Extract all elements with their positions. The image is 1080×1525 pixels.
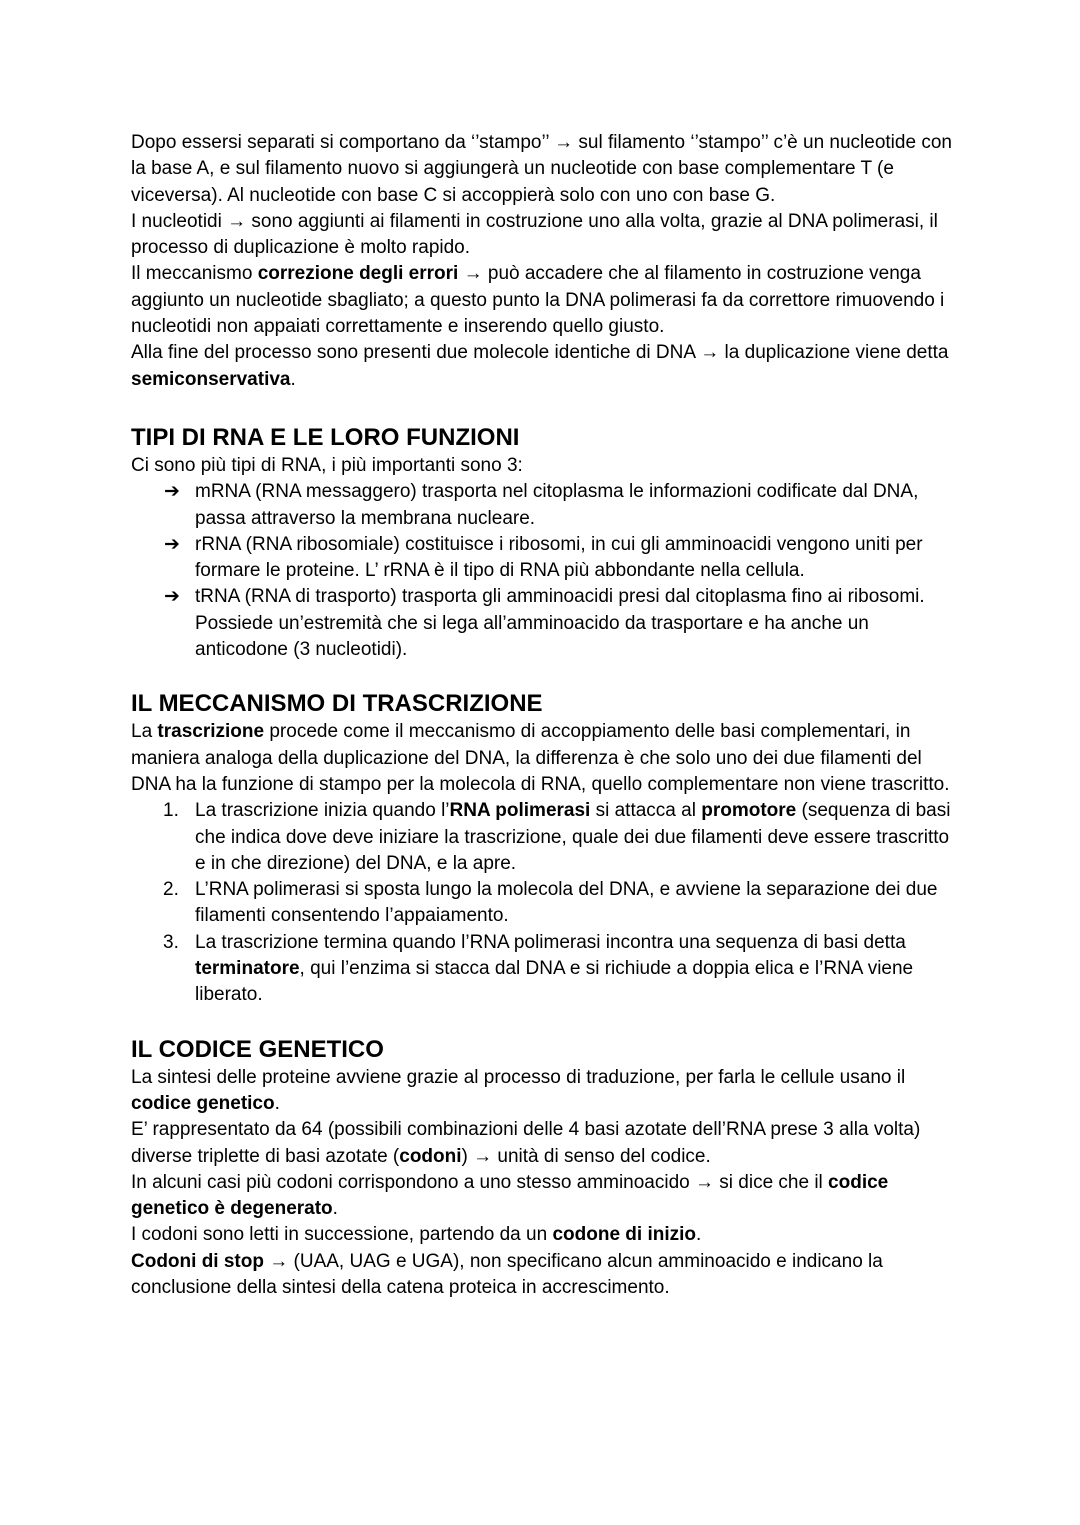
list-item: ➔ rRNA (RNA ribosomiale) costituisce i ribosomi, in cui gli amminoacidi vengono uniti per formare le proteine. L’ rRNA è il tipo di RNA più abbondante nella cellula.	[164, 533, 923, 582]
arrow-bullet-icon: ➔	[164, 533, 180, 555]
step-number: 2.	[163, 879, 179, 901]
term-terminatore: terminatore	[195, 958, 300, 980]
term-codice-degenerato: codice genetico è degenerato	[131, 1171, 889, 1220]
paragraph-sintesi-proteine: La sintesi delle proteine avviene grazie al processo di traduzione, per farla le cellule usano il codice genetico.	[131, 1066, 906, 1114]
document-page	[131, 130, 961, 1301]
paragraph-codone-inizio: I codoni sono letti in successione, partendo da un codone di inizio.	[131, 1224, 702, 1246]
term-codoni: codoni	[399, 1145, 462, 1167]
list-item: ➔ tRNA (RNA di trasporto) trasporta gli amminoacidi presi dal citoplasma fino ai ribosomi. Possiede un’estremità che si lega all’amminoacido da trasportare e ha anche un anticodone (3 nucleotidi).	[164, 586, 925, 661]
paragraph-nucleotidi: I nucleotidi → sono aggiunti ai filamenti in costruzione uno alla volta, grazie al DNA polimerasi, il processo di duplicazione è molto rapido.	[131, 210, 938, 259]
heading-trascrizione: IL MECCANISMO DI TRASCRIZIONE	[131, 690, 543, 718]
paragraph-rna-intro: Ci sono più tipi di RNA, i più importanti sono 3:	[131, 454, 523, 476]
trascrizione-steps	[131, 798, 961, 1008]
paragraph-trascrizione: La trascrizione procede come il meccanismo di accoppiamento delle basi complementari, in maniera analoga della duplicazione del DNA, la differenza è che solo uno dei due filamenti del DNA ha la funzione di stampo per la molecola di RNA, quello complementare non viene trascritto.	[131, 721, 950, 795]
term-promotore: promotore	[701, 800, 797, 822]
paragraph-correzione-errori: Il meccanismo correzione degli errori → può accadere che al filamento in costruzione venga aggiunto un nucleotide sbagliato; a questo punto la DNA polimerasi fa da correttore rimuovendo i nucleotidi non appaiati correttamente e inserendo quello giusto.	[131, 263, 945, 338]
term-semiconservativa: semiconservativa	[131, 368, 291, 390]
term-codoni-stop: Codoni di stop	[131, 1250, 264, 1272]
list-item: 3. La trascrizione termina quando l’RNA polimerasi incontra una sequenza di basi detta terminatore, qui l’enzima si stacca dal DNA e si richiude a doppia elica e l’RNA viene liberato.	[163, 931, 914, 1006]
step-number: 1.	[163, 800, 179, 822]
paragraph-degenerato: In alcuni casi più codoni corrispondono a uno stesso amminoacido → si dice che il codice genetico è degenerato.	[131, 1171, 889, 1220]
paragraph-stampo: Dopo essersi separati si comportano da ‘’stampo’’ → sul filamento ‘’stampo’’ c’è un nucleotide con la base A, e sul filamento nuovo si aggiungerà un nucleotide con base complementare T (e viceversa). Al nucleotide con base C si accoppierà solo con uno con base G.	[131, 132, 952, 206]
list-item: 2. L’RNA polimerasi si sposta lungo la molecola del DNA, e avviene la separazione dei due filamenti consentendo l’appaiamento.	[163, 879, 938, 927]
heading-tipi-rna: TIPI DI RNA E LE LORO FUNZIONI	[131, 423, 520, 451]
list-item: ➔ mRNA (RNA messaggero) trasporta nel citoplasma le informazioni codificate dal DNA, passa attraverso la membrana nucleare.	[164, 481, 919, 529]
arrow-bullet-icon: ➔	[164, 586, 180, 608]
term-correzione-errori: correzione degli errori	[257, 263, 459, 285]
term-codice-genetico: codice genetico	[131, 1092, 275, 1114]
paragraph-semiconservativa: Alla fine del processo sono presenti due molecole identiche di DNA → la duplicazione viene detta semiconservativa.	[131, 342, 949, 390]
term-codone-inizio: codone di inizio	[552, 1224, 697, 1246]
step-number: 3.	[163, 931, 179, 953]
heading-codice-genetico: IL CODICE GENETICO	[131, 1035, 384, 1063]
list-item: 1. La trascrizione inizia quando l’RNA polimerasi si attacca al promotore (sequenza di basi che indica dove deve iniziare la trascrizione, quale dei due filamenti deve essere trascritto e in che direzione) del DNA, e la apre.	[163, 800, 951, 874]
paragraph-codoni: E’ rappresentato da 64 (possibili combinazioni delle 4 basi azotate dell’RNA prese 3 alla volta) diverse triplette di basi azotate (codoni) → unità di senso del codice.	[131, 1119, 921, 1167]
paragraph-codoni-stop: Codoni di stop → (UAA, UAG e UGA), non specificano alcun amminoacido e indicano la conclusione della sintesi della catena proteica in accrescimento.	[131, 1250, 883, 1298]
arrow-bullet-icon: ➔	[164, 481, 180, 503]
term-rna-polimerasi: RNA polimerasi	[449, 800, 591, 822]
term-trascrizione: trascrizione	[157, 721, 265, 743]
rna-list	[131, 479, 961, 663]
